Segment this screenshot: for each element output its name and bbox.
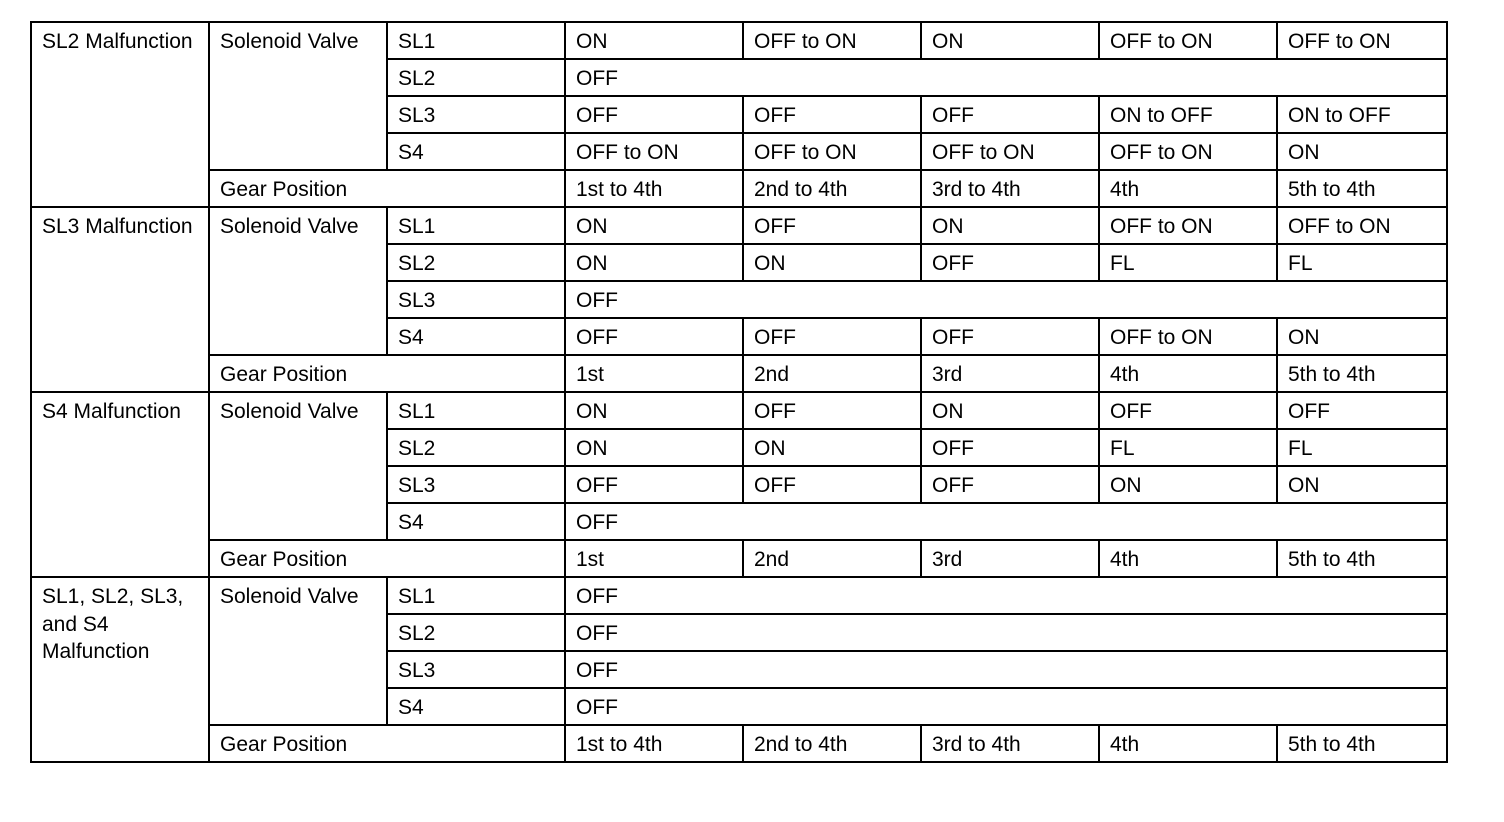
valve-state-cell: OFF — [921, 96, 1099, 133]
valve-state-cell: ON — [1277, 318, 1447, 355]
valve-state-cell: OFF — [743, 318, 921, 355]
valve-state-cell: OFF to ON — [743, 22, 921, 59]
valve-state-cell: OFF to ON — [1099, 22, 1277, 59]
valve-state-cell: OFF — [921, 244, 1099, 281]
valve-name-cell: SL2 — [387, 244, 565, 281]
valve-state-cell: OFF — [921, 429, 1099, 466]
valve-state-cell: ON to OFF — [1277, 96, 1447, 133]
valve-state-cell: FL — [1099, 429, 1277, 466]
valve-state-cell: OFF to ON — [1277, 22, 1447, 59]
table-body — [31, 22, 1447, 762]
valve-state-cell: ON — [743, 429, 921, 466]
valve-name-cell: SL2 — [387, 59, 565, 96]
malfunction-condition-cell: SL3 Malfunction — [31, 207, 209, 392]
table-row — [31, 392, 1447, 429]
gear-position-cell: 1st — [565, 540, 743, 577]
valve-state-cell: OFF to ON — [1099, 207, 1277, 244]
gear-position-cell: 2nd to 4th — [743, 170, 921, 207]
table-row — [31, 207, 1447, 244]
valve-state-cell: OFF — [743, 207, 921, 244]
gear-position-cell: 3rd to 4th — [921, 170, 1099, 207]
valve-state-cell: OFF — [565, 96, 743, 133]
valve-name-cell: SL3 — [387, 96, 565, 133]
gear-position-cell: 3rd — [921, 540, 1099, 577]
gear-position-label-cell: Gear Position — [209, 170, 565, 207]
gear-position-row — [31, 355, 1447, 392]
malfunction-condition-cell: SL2 Malfunction — [31, 22, 209, 207]
valve-name-cell: SL1 — [387, 207, 565, 244]
valve-name-cell: S4 — [387, 503, 565, 540]
valve-state-cell: ON — [921, 22, 1099, 59]
valve-state-cell: ON — [1099, 466, 1277, 503]
valve-state-cell: ON — [565, 22, 743, 59]
valve-state-cell: OFF to ON — [1099, 318, 1277, 355]
valve-state-cell: ON — [1277, 466, 1447, 503]
valve-state-cell: FL — [1277, 244, 1447, 281]
valve-name-cell: SL3 — [387, 651, 565, 688]
gear-position-cell: 1st to 4th — [565, 170, 743, 207]
valve-state-cell: OFF — [565, 59, 1447, 96]
valve-state-cell: ON — [1277, 133, 1447, 170]
valve-state-cell: FL — [1099, 244, 1277, 281]
valve-name-cell: SL3 — [387, 466, 565, 503]
valve-state-cell: OFF — [565, 651, 1447, 688]
gear-position-cell: 2nd to 4th — [743, 725, 921, 762]
valve-state-cell: OFF — [743, 96, 921, 133]
solenoid-valve-label-cell: Solenoid Valve — [209, 577, 387, 725]
gear-position-cell: 1st to 4th — [565, 725, 743, 762]
valve-state-cell: OFF — [565, 318, 743, 355]
valve-state-cell: ON — [565, 244, 743, 281]
valve-state-cell: OFF — [565, 503, 1447, 540]
solenoid-valve-label-cell: Solenoid Valve — [209, 207, 387, 355]
valve-state-cell: OFF — [921, 318, 1099, 355]
valve-state-cell: OFF — [921, 466, 1099, 503]
valve-state-cell: OFF to ON — [921, 133, 1099, 170]
valve-state-cell: ON — [565, 392, 743, 429]
valve-state-cell: OFF to ON — [1099, 133, 1277, 170]
gear-position-row — [31, 170, 1447, 207]
valve-state-cell: FL — [1277, 429, 1447, 466]
gear-position-cell: 5th to 4th — [1277, 725, 1447, 762]
valve-state-cell: ON — [565, 207, 743, 244]
gear-position-cell: 3rd to 4th — [921, 725, 1099, 762]
malfunction-table-container — [30, 21, 1448, 763]
solenoid-malfunction-table — [30, 21, 1448, 763]
malfunction-condition-cell: SL1, SL2, SL3, and S4 Malfunction — [31, 577, 209, 762]
valve-name-cell: SL1 — [387, 392, 565, 429]
valve-state-cell: OFF — [565, 688, 1447, 725]
valve-state-cell: ON — [921, 207, 1099, 244]
malfunction-condition-cell: S4 Malfunction — [31, 392, 209, 577]
table-row — [31, 22, 1447, 59]
valve-state-cell: OFF — [565, 577, 1447, 614]
valve-state-cell: OFF — [565, 281, 1447, 318]
gear-position-cell: 5th to 4th — [1277, 540, 1447, 577]
gear-position-cell: 1st — [565, 355, 743, 392]
gear-position-cell: 4th — [1099, 355, 1277, 392]
valve-name-cell: S4 — [387, 318, 565, 355]
gear-position-cell: 5th to 4th — [1277, 355, 1447, 392]
valve-state-cell: OFF — [743, 466, 921, 503]
gear-position-label-cell: Gear Position — [209, 355, 565, 392]
gear-position-cell: 4th — [1099, 170, 1277, 207]
valve-state-cell: OFF to ON — [1277, 207, 1447, 244]
gear-position-cell: 5th to 4th — [1277, 170, 1447, 207]
valve-name-cell: S4 — [387, 133, 565, 170]
valve-state-cell: OFF to ON — [743, 133, 921, 170]
valve-state-cell: OFF — [1099, 392, 1277, 429]
gear-position-cell: 2nd — [743, 540, 921, 577]
valve-state-cell: OFF — [1277, 392, 1447, 429]
valve-name-cell: SL2 — [387, 429, 565, 466]
valve-name-cell: SL1 — [387, 22, 565, 59]
valve-name-cell: SL1 — [387, 577, 565, 614]
gear-position-cell: 4th — [1099, 540, 1277, 577]
gear-position-cell: 2nd — [743, 355, 921, 392]
valve-state-cell: ON — [921, 392, 1099, 429]
solenoid-valve-label-cell: Solenoid Valve — [209, 22, 387, 170]
gear-position-cell: 3rd — [921, 355, 1099, 392]
valve-state-cell: OFF — [743, 392, 921, 429]
valve-name-cell: SL3 — [387, 281, 565, 318]
table-row — [31, 577, 1447, 614]
gear-position-label-cell: Gear Position — [209, 540, 565, 577]
valve-name-cell: SL2 — [387, 614, 565, 651]
valve-name-cell: S4 — [387, 688, 565, 725]
valve-state-cell: ON — [743, 244, 921, 281]
gear-position-cell: 4th — [1099, 725, 1277, 762]
valve-state-cell: OFF — [565, 466, 743, 503]
gear-position-row — [31, 540, 1447, 577]
gear-position-label-cell: Gear Position — [209, 725, 565, 762]
solenoid-valve-label-cell: Solenoid Valve — [209, 392, 387, 540]
gear-position-row — [31, 725, 1447, 762]
valve-state-cell: ON — [565, 429, 743, 466]
valve-state-cell: ON to OFF — [1099, 96, 1277, 133]
valve-state-cell: OFF to ON — [565, 133, 743, 170]
valve-state-cell: OFF — [565, 614, 1447, 651]
